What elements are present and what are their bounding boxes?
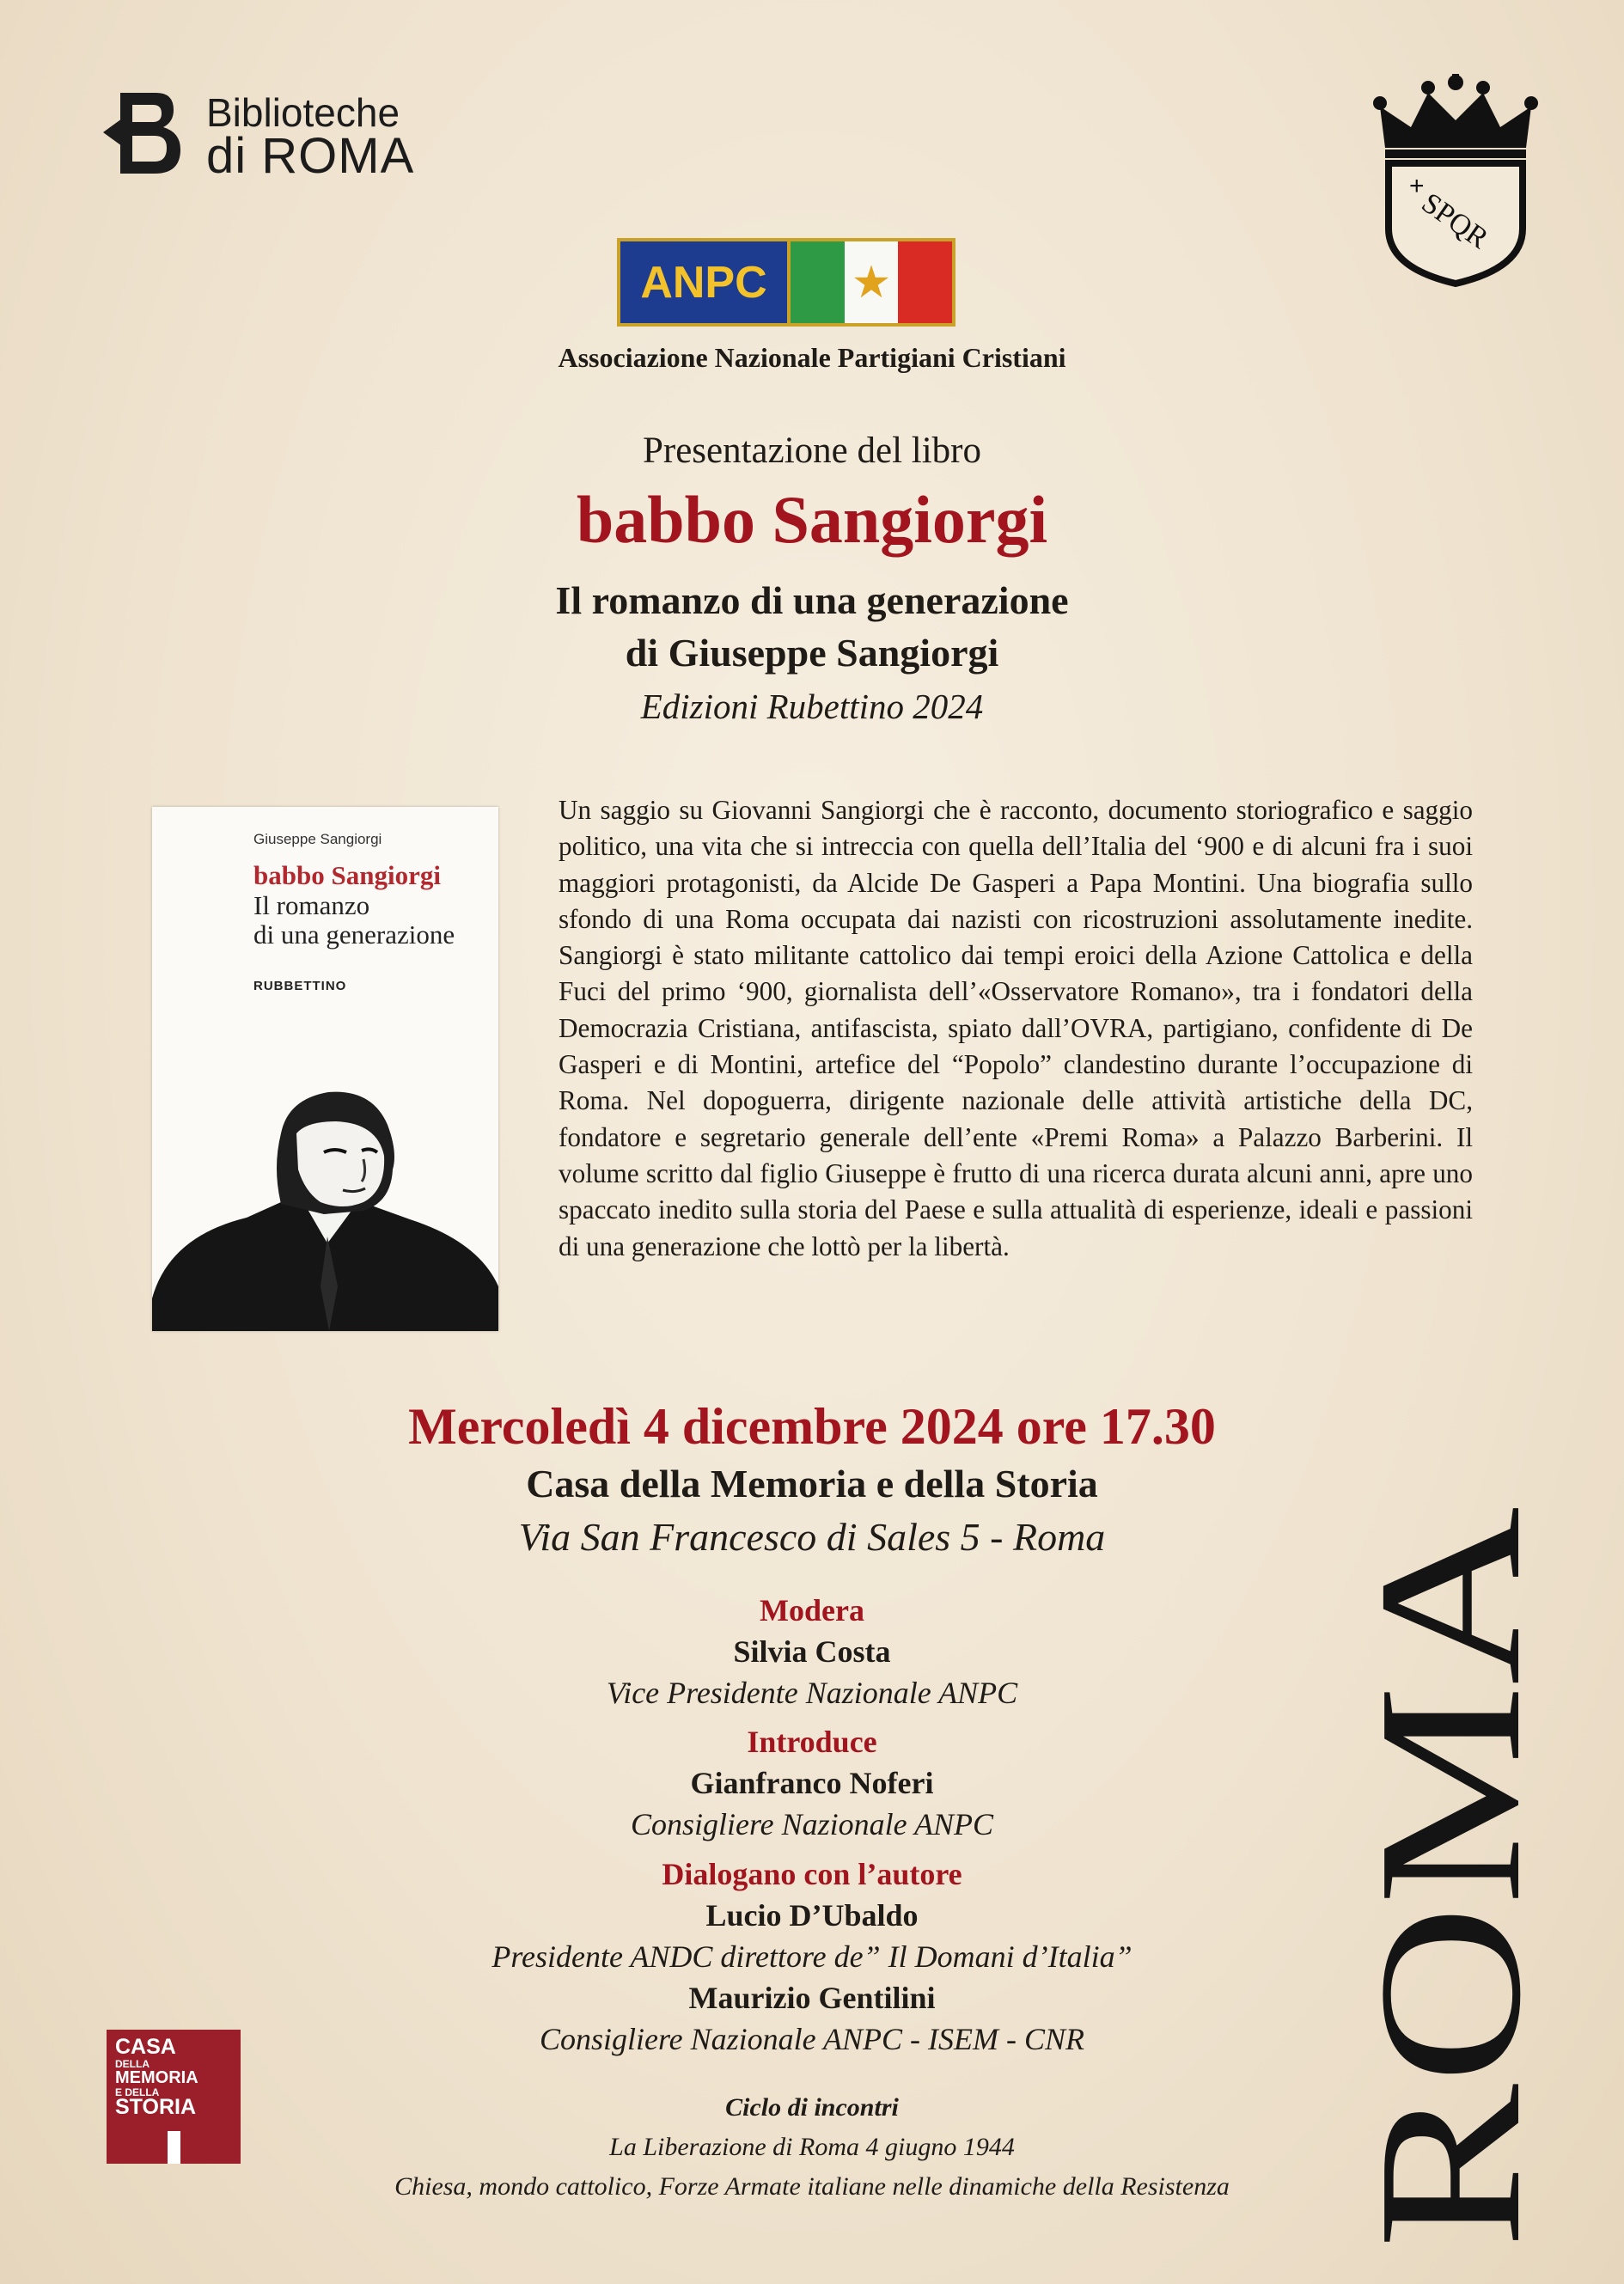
casa-logo-word-storia: STORIA: [115, 2095, 196, 2119]
introduction-role: Consigliere Nazionale ANPC: [630, 1807, 993, 1841]
event-datetime: Mercoledì 4 dicembre 2024 ore 17.30: [408, 1398, 1216, 1455]
cover-title: babbo Sangiorgi: [253, 860, 441, 890]
moderator-name: Silvia Costa: [733, 1634, 891, 1669]
casa-logo-word-casa: CASA: [115, 2035, 176, 2059]
roma-vertical-text: [1337, 1499, 1563, 2256]
series-subtitle: Chiesa, mondo cattolico, Forze Armate italiane nelle dinamiche della Resistenza: [394, 2172, 1230, 2201]
cover-subtitle: [253, 891, 498, 950]
series-title: La Liberazione di Roma 4 giugno 1944: [609, 2133, 1015, 2161]
dialogue-participant-name: Maurizio Gentilini: [688, 1981, 936, 2015]
event-address: Via San Francesco di Sales 5 - Roma: [518, 1515, 1106, 1559]
spqr-text: SPQR: [1415, 186, 1494, 255]
author-portrait-image: [152, 1073, 498, 1331]
anpc-logo: [617, 238, 955, 327]
event-venue: Casa della Memoria e della Storia: [526, 1462, 1098, 1505]
dialogue-participant-role: Consigliere Nazionale ANPC - ISEM - CNR: [540, 2022, 1084, 2056]
series-label: Ciclo di incontri: [725, 2093, 899, 2122]
casa-logo-word-memoria: MEMORIA: [115, 2068, 198, 2087]
dialogue-label: Dialogano con l’autore: [662, 1857, 962, 1891]
casa-logo-word-della: DELLA: [115, 2058, 150, 2070]
cover-publisher: RUBBETTINO: [253, 979, 347, 993]
library-logo-line2: di ROMA: [206, 128, 415, 184]
introduction-name: Gianfranco Noferi: [690, 1766, 934, 1800]
italian-flag-icon: [791, 241, 952, 323]
star-icon: ★: [851, 258, 892, 308]
biblioteche-di-roma-logo: [101, 88, 462, 182]
roma-wordmark: ROMA: [1337, 1634, 1563, 2249]
introduction-label: Introduce: [747, 1725, 877, 1759]
casa-logo-word-edella: E DELLA: [115, 2086, 160, 2098]
casa-della-memoria-logo: [107, 2030, 241, 2164]
cover-author: Giuseppe Sangiorgi: [253, 831, 382, 847]
book-title: babbo Sangiorgi: [576, 482, 1048, 557]
cover-subtitle-line1: Il romanzo: [253, 890, 370, 920]
book-author-line: di Giuseppe Sangiorgi: [625, 631, 999, 675]
spqr-crest-icon: [1373, 74, 1538, 289]
library-logo-line1: Biblioteche: [206, 90, 400, 135]
book-cover: [152, 807, 498, 1331]
presentation-intro: Presentazione del libro: [642, 431, 982, 471]
anpc-acronym: ANPC: [620, 241, 787, 323]
book-subtitle: Il romanzo di una generazione: [555, 578, 1069, 622]
cover-subtitle-line2: di una generazione: [253, 919, 455, 950]
book-publisher: Edizioni Rubettino 2024: [640, 687, 984, 726]
dialogue-participant-name: Lucio D’Ubaldo: [705, 1898, 919, 1933]
book-description: Un saggio su Giovanni Sangiorgi che è racconto, documento storiografico e saggio politico, una vita che si intreccia con quella dell’Italia del ‘900 e di alcuni fra i suoi maggiori protagonisti, da Alcide De Gasperi a Papa Montini. Una biografia sullo sfondo di una Roma occupata dai nazisti con ricostruzioni assolutamente inedite. Sangiorgi è stato militante cattolico dai tempi eroici della Azione Cattolica e della Fuci del primo ‘900, giornalista dell’«Osservatore Romano», tra i fondatori della Democrazia Cristiana, antifascista, spiato dall’OVRA, partigiano, confidente di De Gasperi e di Montini, artefice del “Popolo” clandestino durante l’occupazione di Roma. Nel dopoguerra, dirigente nazionale delle attività artistiche della DC, fondatore e segretario generale dell’ente «Premi Roma» a Palazzo Barberini. Il volume scritto dal figlio Giuseppe è frutto di una ricerca durata alcuni anni, apre uno spaccato inedito sulla storia del Paese e sulla attualità di esperienze, ideali e passioni di una generazione che lottò per la libertà.: [559, 795, 1473, 1261]
biblioteche-mark-icon: [101, 89, 187, 177]
moderator-label: Modera: [760, 1593, 864, 1628]
dialogue-participant-role: Presidente ANDC direttore de” Il Domani d’Italia”: [491, 1939, 1133, 1974]
svg-text:+: +: [1409, 172, 1425, 200]
moderator-role: Vice Presidente Nazionale ANPC: [606, 1676, 1018, 1710]
organization-name: Associazione Nazionale Partigiani Cristiani: [558, 342, 1066, 373]
door-icon: [168, 2131, 180, 2164]
